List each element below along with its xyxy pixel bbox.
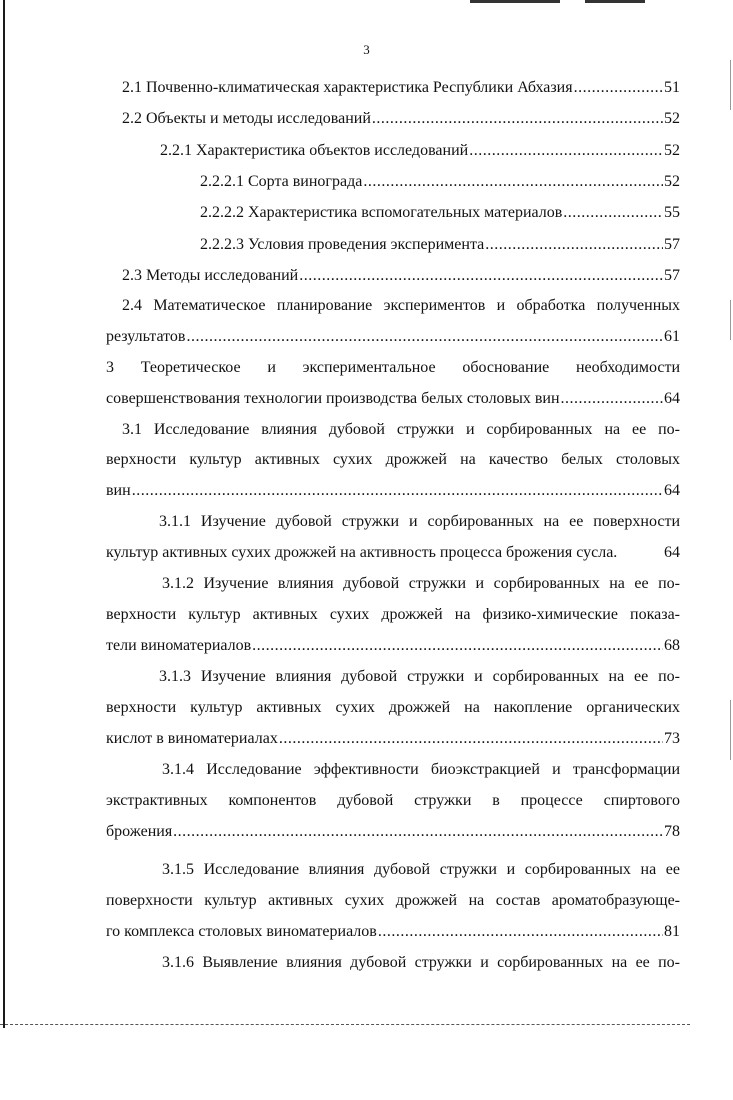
scan-mark <box>730 700 731 760</box>
toc-entry-page: 73 <box>664 730 680 747</box>
toc-entry-page: 52 <box>664 142 680 159</box>
toc-leader-dots <box>378 924 663 940</box>
toc-leader-dots <box>563 205 663 221</box>
scan-mark <box>730 60 731 110</box>
toc-entry-title: го комплекса столовых виноматериалов <box>106 923 377 940</box>
toc-entry-title: 2.1 Почвенно-климатическая характеристика Республики Абхазия <box>122 79 573 96</box>
toc-entry-last-line[interactable] <box>106 824 680 840</box>
toc-entry-title: кислот в виноматериалах <box>106 730 278 747</box>
toc-entry-title: брожения <box>106 823 173 840</box>
toc-entry-last-line[interactable] <box>106 924 680 940</box>
scan-edge-top <box>470 0 560 3</box>
toc-entry[interactable] <box>106 514 680 530</box>
toc-leader-dots <box>363 174 663 190</box>
toc-entry-line: 3 Теоретическое и экспериментальное обоснование необходимости <box>106 359 680 376</box>
toc-entry-line: 2.4 Математическое планирование экспериментов и обработка полученных <box>122 297 680 314</box>
toc-entry[interactable] <box>106 762 680 778</box>
toc-leader-dots <box>252 638 663 654</box>
toc-entry-last-line[interactable] <box>106 545 680 561</box>
toc-entry-line: 3.1.6 Выявление влияния дубовой стружки и сорбированных на ее по- <box>162 954 680 971</box>
toc-leader-dots <box>173 824 663 840</box>
toc-entry[interactable] <box>106 793 680 809</box>
toc-entry-page: 57 <box>664 236 680 253</box>
toc-entry-line: поверхности культур активных сухих дрожжей на состав ароматобразующе- <box>106 892 680 909</box>
toc-entry[interactable] <box>200 205 680 221</box>
toc-entry-page: 61 <box>664 328 680 345</box>
toc-entry-page: 64 <box>664 544 680 561</box>
toc-leader-dots <box>299 268 663 284</box>
toc-entry-line: верхности культур активных сухих дрожжей на накопление органических <box>106 699 680 716</box>
toc-entry-page: 55 <box>664 204 680 221</box>
scan-edge-bottom <box>0 1024 690 1025</box>
toc-entry-page: 64 <box>664 390 680 407</box>
toc-entry[interactable] <box>106 955 680 971</box>
toc-entry[interactable] <box>106 862 680 878</box>
toc-entry-title: 2.3 Методы исследований <box>122 267 299 284</box>
toc-entry[interactable] <box>200 174 680 190</box>
toc-entry[interactable] <box>106 452 680 468</box>
toc-entry-line: 3.1.3 Изучение влияния дубовой стружки и сорбированных на ее по- <box>159 668 680 685</box>
toc-entry-last-line[interactable] <box>106 638 680 654</box>
toc-leader-dots <box>372 111 663 127</box>
toc-entry-last-line[interactable] <box>106 483 680 499</box>
toc-leader-dots <box>279 731 663 747</box>
toc-entry[interactable] <box>122 111 680 127</box>
toc-entry[interactable] <box>106 360 680 376</box>
toc-entry-title: культур активных сухих дрожжей на активность процесса брожения сусла. <box>106 544 618 561</box>
scan-edge-left <box>3 0 5 1028</box>
toc-leader-dots <box>186 329 663 345</box>
toc-entry[interactable] <box>106 422 680 438</box>
toc-entry-line: 3.1.2 Изучение влияния дубовой стружки и сорбированных на ее по- <box>162 575 680 592</box>
toc-entry-page: 52 <box>664 110 680 127</box>
toc-entry-title: результатов <box>106 328 186 345</box>
toc-entry-line: экстрактивных компонентов дубовой стружки в процессе спиртового <box>106 792 680 809</box>
toc-entry[interactable] <box>106 893 680 909</box>
toc-entry-title: 2.2.2.2 Характеристика вспомогательных материалов <box>200 204 563 221</box>
toc-entry-page: 51 <box>664 79 680 96</box>
toc-entry-title: 2.2 Объекты и методы исследований <box>122 110 371 127</box>
page-number: 3 <box>363 42 370 57</box>
toc-leader-dots <box>561 391 663 407</box>
toc-entry-line: верхности культур активных сухих дрожжей на качество белых столовых <box>106 451 680 468</box>
toc-entry-page: 57 <box>664 267 680 284</box>
toc-entry-title: вин <box>106 482 131 499</box>
toc-entry-title: совершенствования технологии производства белых столовых вин <box>106 390 560 407</box>
toc-entry-title: 2.2.2.3 Условия проведения эксперимента <box>200 236 485 253</box>
toc-entry[interactable] <box>200 237 680 253</box>
toc-leader-dots <box>132 483 663 499</box>
toc-entry-title: тели виноматериалов <box>106 637 252 654</box>
toc-entry-page: 78 <box>664 823 680 840</box>
toc-entry-page: 68 <box>664 637 680 654</box>
toc-entry-line: 3.1.5 Исследование влияния дубовой стружки и сорбированных на ее <box>162 861 680 878</box>
scan-edge-top <box>585 0 645 3</box>
scan-mark <box>730 300 731 340</box>
toc-entry[interactable] <box>160 143 680 159</box>
toc-entry[interactable] <box>106 576 680 592</box>
toc-entry[interactable] <box>106 298 680 314</box>
toc-entry-title: 2.2.2.1 Сорта винограда <box>200 173 363 190</box>
toc-entry-last-line[interactable] <box>106 731 680 747</box>
toc-leader-dots <box>485 237 663 253</box>
toc-entry-page: 81 <box>664 923 680 940</box>
toc-entry-line: верхности культур активных сухих дрожжей на физико-химические показа- <box>106 606 680 623</box>
toc-leader-dots <box>469 143 663 159</box>
toc-entry-last-line[interactable] <box>106 391 680 407</box>
toc-entry-line: 3.1.1 Изучение дубовой стружки и сорбированных на ее поверхности <box>159 513 680 530</box>
toc-entry-page: 52 <box>664 173 680 190</box>
toc-entry[interactable] <box>122 268 680 284</box>
toc-entry-last-line[interactable] <box>106 329 680 345</box>
toc-entry-page: 64 <box>664 482 680 499</box>
toc-entry-line: 3.1 Исследование влияния дубовой стружки и сорбированных на ее по- <box>122 421 680 438</box>
toc-entry-title: 2.2.1 Характеристика объектов исследований <box>160 142 469 159</box>
toc-leader-dots <box>574 80 663 96</box>
toc-entry[interactable] <box>106 700 680 716</box>
toc-entry[interactable] <box>106 607 680 623</box>
toc-entry-line: 3.1.4 Исследование эффективности биоэкстракцией и трансформации <box>162 761 680 778</box>
toc-entry[interactable] <box>122 80 680 96</box>
toc-entry[interactable] <box>106 669 680 685</box>
